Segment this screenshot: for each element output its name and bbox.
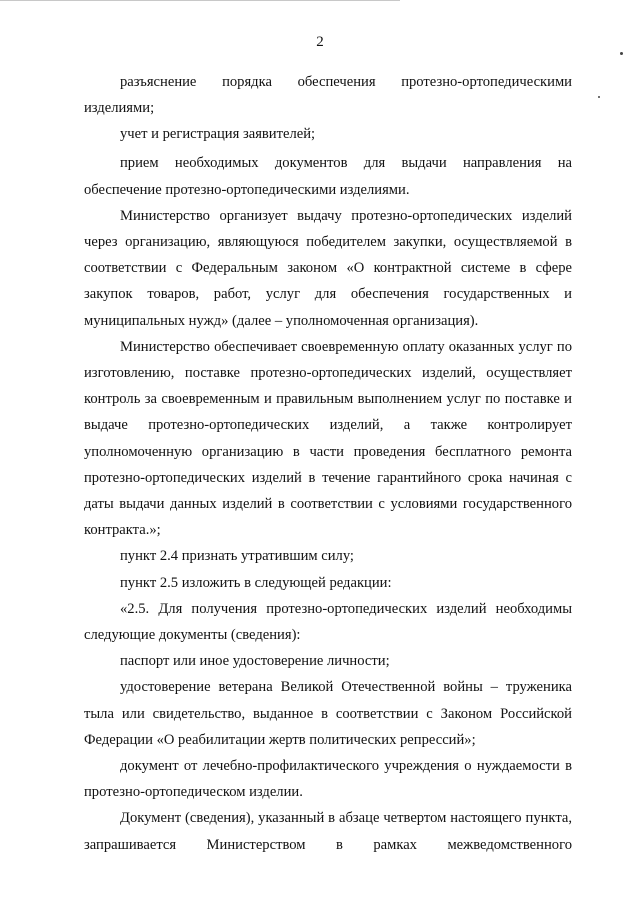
paragraph-clause-2-4: пункт 2.4 признать утратившим силу; xyxy=(120,548,354,565)
scan-speck xyxy=(598,96,600,98)
paragraph-clause-2-5: пункт 2.5 изложить в следующей редакции: xyxy=(120,574,392,591)
paragraph-ministry-organizes: Министерство организует выдачу протезно-ортопедических изделий через организацию, являющуюся победителем закупки, осуществляемой в соответствии с Федеральным законом «О контрактной системе в сфере закупок товаров, работ, услуг для обеспечения государственных и муниципальных нужд» (далее – уполномоченная организация). xyxy=(84,207,572,329)
page-number: 2 xyxy=(316,34,324,50)
paragraph-interagency-request: Документ (сведения), указанный в абзаце четвертом настоящего пункта, запрашивается Министерством в рамках межведомственного xyxy=(84,810,572,853)
paragraph-registration: учет и регистрация заявителей; xyxy=(120,126,316,143)
paragraph-ministry-payment: Министерство обеспечивает своевременную оплату оказанных услуг по изготовлению, поставке протезно-ортопедических изделий, осуществляет контроль за своевременным и правильным выполнением услуг по поставке и выдаче протезно-ортопедических изделий, а также контролирует уполномоченную организацию в части проведения бесплатного ремонта протезно-ортопедических изделий в течение гарантийного срока начиная с даты выдачи данных изделий в соответствии с условиями государственного контракта.»; xyxy=(84,338,572,539)
paragraph-medical-document: документ от лечебно-профилактического учреждения о нуждаемости в протезно-ортопедическом изделии. xyxy=(84,758,572,801)
paragraph-passport: паспорт или иное удостоверение личности; xyxy=(120,653,390,670)
paragraph-document-intake: прием необходимых документов для выдачи направления на обеспечение протезно-ортопедическими изделиями. xyxy=(84,155,572,198)
paragraph-required-documents: «2.5. Для получения протезно-ортопедических изделий необходимы следующие документы (сведения): xyxy=(84,600,572,644)
scan-speck xyxy=(620,52,623,55)
paragraph-veteran-certificate: удостоверение ветерана Великой Отечественной войны – труженика тыла или свидетельство, выданное в соответствии с Законом Российской Федерации «О реабилитации жертв политических репрессий»; xyxy=(84,679,572,748)
paragraph-clarification: разъяснение порядка обеспечения протезно-ортопедическими изделиями; xyxy=(84,74,572,117)
document-body xyxy=(84,69,572,858)
scan-edge-line xyxy=(0,0,400,1)
